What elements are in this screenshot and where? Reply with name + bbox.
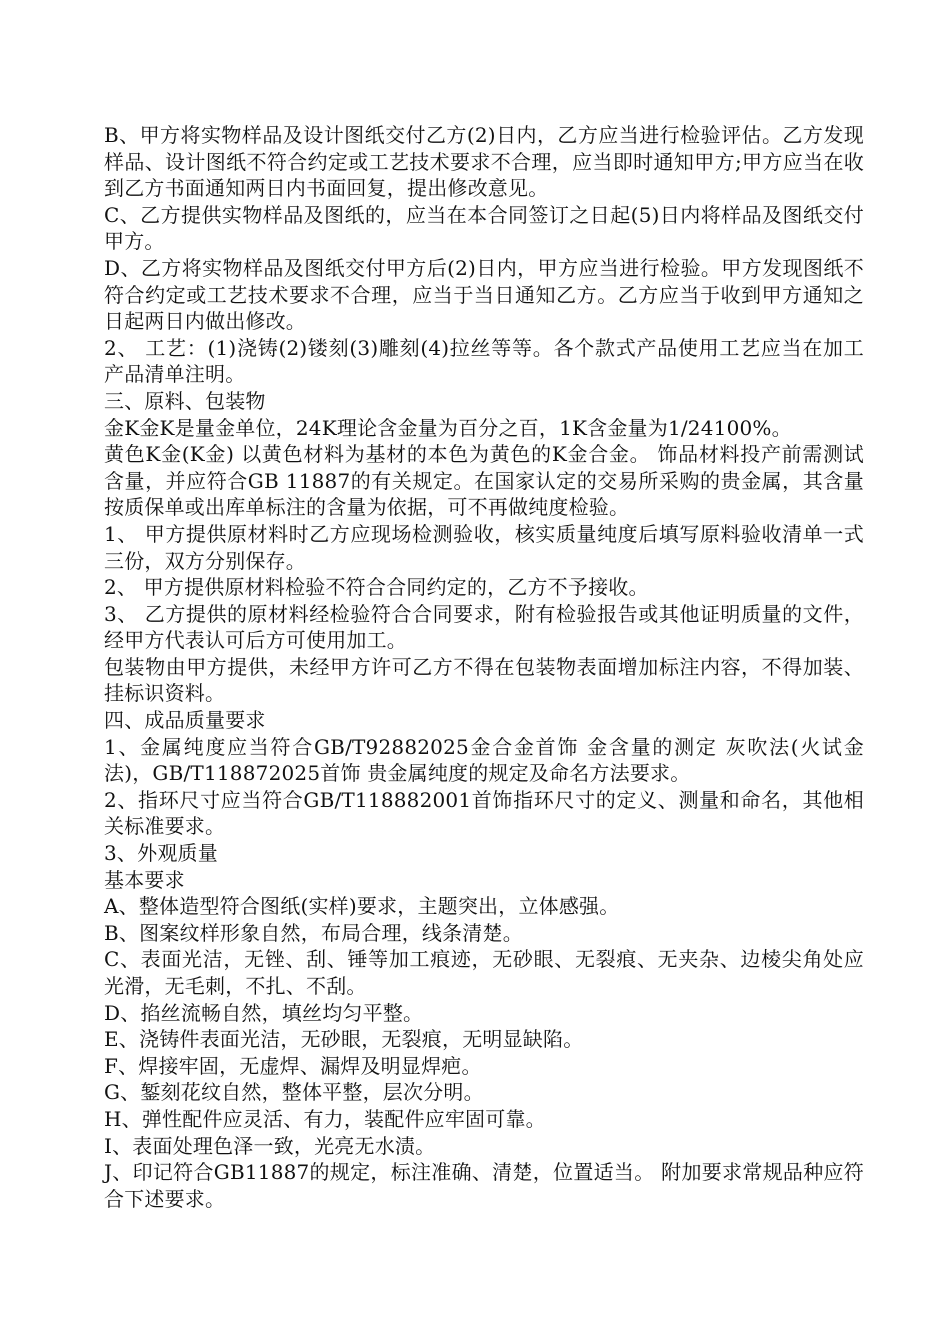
section-heading-materials: 三、原料、包装物 <box>104 388 266 413</box>
paragraph-packaging: 包装物由甲方提供，未经甲方许可乙方不得在包装物表面增加标注内容，不得加装、挂标识资料。 <box>104 654 864 706</box>
requirement-h: H、弹性配件应灵活、有力，装配件应牢固可靠。 <box>104 1106 546 1131</box>
requirement-i: I、表面处理色泽一致，光亮无水渍。 <box>104 1133 436 1158</box>
paragraph-sample-inspection-b: B、甲方将实物样品及设计图纸交付乙方(2)日内，乙方应当进行检验评估。乙方发现样品、设计图纸不符合约定或工艺技术要求不合理，应当即时通知甲方;甲方应当在收到乙方书面通知两日内书面回复，提出修改意见。 <box>104 123 864 201</box>
requirement-f: F、焊接牢固，无虚焊、漏焊及明显焊疤。 <box>104 1053 482 1078</box>
requirement-j: J、印记符合GB11887的规定，标注准确、清楚，位置适当。 附加要求常规品种应符合下述要求。 <box>104 1160 864 1211</box>
list-item-quality-3: 3、外观质量 <box>104 841 218 866</box>
requirement-e: E、浇铸件表面光洁，无砂眼，无裂痕，无明显缺陷。 <box>104 1027 584 1052</box>
requirement-g: G、錾刻花纹自然，整体平整，层次分明。 <box>104 1080 484 1105</box>
paragraph-sample-delivery-c: C、乙方提供实物样品及图纸的，应当在本合同签订之日起(5)日内将样品及图纸交付甲方。 <box>104 202 864 254</box>
list-item-quality-2: 2、指环尺寸应当符合GB/T118882001首饰指环尺寸的定义、测量和命名，其他相关标准要求。 <box>104 787 864 839</box>
requirement-a: A、整体造型符合图纸(实样)要求，主题突出，立体感强。 <box>104 894 620 919</box>
list-item-material-2: 2、 甲方提供原材料检验不符合合同约定的，乙方不予接收。 <box>104 575 649 600</box>
list-item-material-1: 1、 甲方提供原材料时乙方应现场检测验收，核实质量纯度后填写原料验收清单一式三份，双方分别保存。 <box>104 521 864 573</box>
paragraph-sample-inspection-d: D、乙方将实物样品及图纸交付甲方后(2)日内，甲方应当进行检验。甲方发现图纸不符合约定或工艺技术要求不合理，应当于当日通知乙方。乙方应当于收到甲方通知之日起两日内做出修改。 <box>104 255 864 334</box>
paragraph-karat-definition: 金K金K是量金单位，24K理论含金量为百分之百，1K含金量为1/24100%。 <box>104 415 792 440</box>
paragraph-process: 2、 工艺：(1)浇铸(2)镂刻(3)雕刻(4)拉丝等等。各个款式产品使用工艺应当在加工产品清单注明。 <box>104 335 864 387</box>
list-item-material-3: 3、 乙方提供的原材料经检验符合合同要求，附有检验报告或其他证明质量的文件，经甲方代表认可后方可使用加工。 <box>104 601 864 653</box>
requirement-d: D、掐丝流畅自然，填丝均匀平整。 <box>104 1000 424 1025</box>
section-heading-quality: 四、成品质量要求 <box>104 708 266 733</box>
subheading-basic-requirements: 基本要求 <box>104 867 185 892</box>
document-body <box>104 122 864 1212</box>
requirement-b: B、图案纹样形象自然，布局合理，线条清楚。 <box>104 920 523 945</box>
list-item-quality-1: 1、金属纯度应当符合GB/T92882025金合金首饰 金含量的测定 灰吹法(火试金法)，GB/T118872025首饰 贵金属纯度的规定及命名方法要求。 <box>104 734 864 786</box>
requirement-c: C、表面光洁，无锉、刮、锤等加工痕迹，无砂眼、无裂痕、无夹杂、边棱尖角处应光滑，无毛刺，不扎、不刮。 <box>104 947 864 998</box>
paragraph-yellow-k-gold: 黄色K金(K金) 以黄色材料为基材的本色为黄色的K金合金。 饰品材料投产前需测试含量，并应符合GB 11887的有关规定。在国家认定的交易所采购的贵金属，其含量按质保单或出库单标注的含量为依据，可不再做纯度检验。 <box>104 442 864 520</box>
